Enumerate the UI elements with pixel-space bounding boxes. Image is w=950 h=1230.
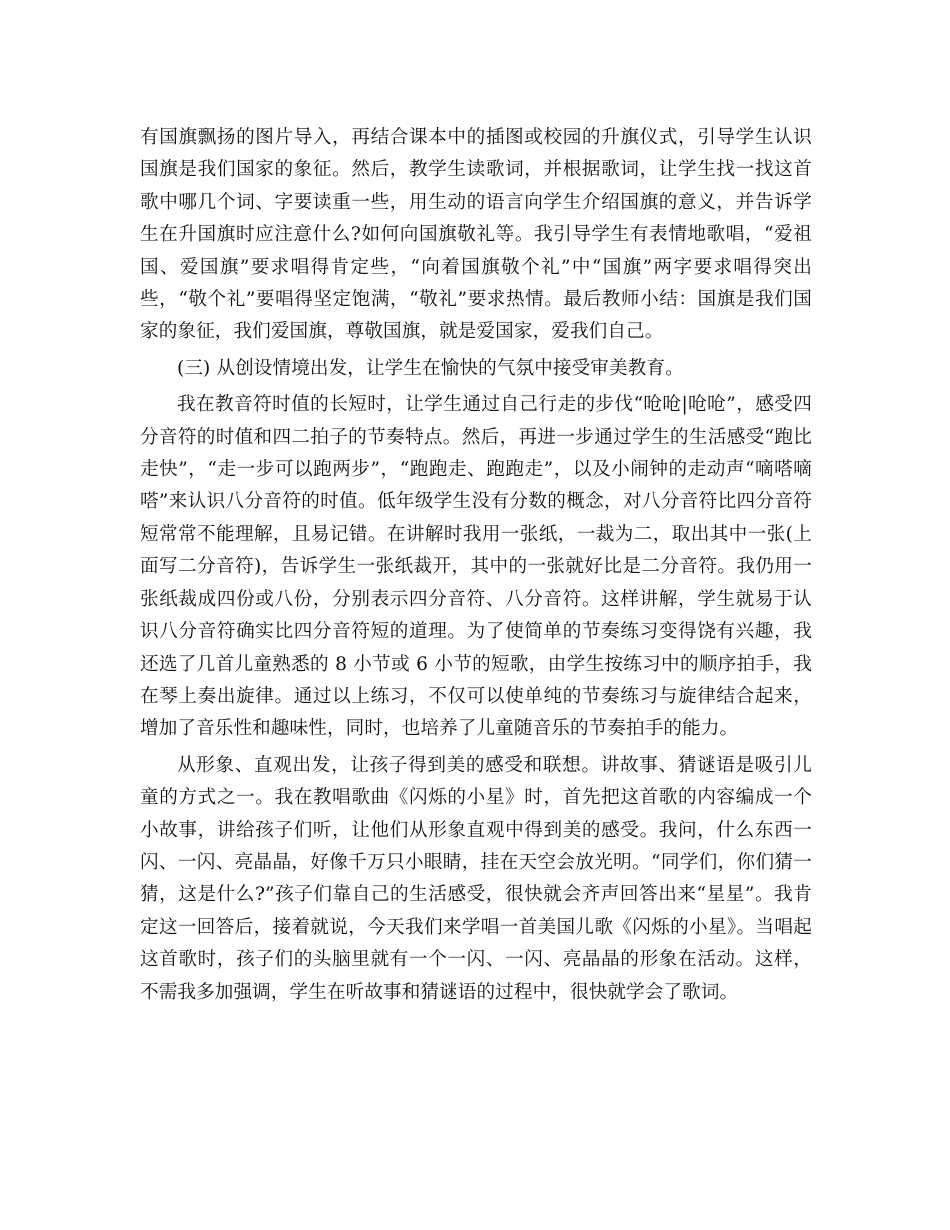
paragraph-twinkle-star: 从形象、直观出发，让孩子得到美的感受和联想。讲故事、猜谜语是吸引儿童的方式之一。我在教唱歌曲《闪烁的小星》时，首先把这首歌的内容编成一个小故事，讲给孩子们听，让他们从形象直观中得到美的感受。我问，什么东西一闪、一闪、亮晶晶，好像千万只小眼睛，挂在天空会放光明。“同学们，你们猜一猜，这是什么?”孩子们靠自己的生活感受，很快就会齐声回答出来“星星”。我肯定这一回答后，接着就说，今天我们来学唱一首美国儿歌《闪烁的小星》。当唱起这首歌时，孩子们的头脑里就有一个一闪、一闪、亮晶晶的形象在活动。这样，不需我多加强调，学生在听故事和猜谜语的过程中，很快就学会了歌词。 — [140, 754, 812, 1003]
paragraph-national-flag: 有国旗飘扬的图片导入，再结合课本中的插图或校园的升旗仪式，引导学生认识国旗是我们国家的象征。然后，教学生读歌词，并根据歌词，让学生找一找这首歌中哪几个词、字要读重一些，用生动的语言向学生介绍国旗的意义，并告诉学生在升国旗时应注意什么?如何向国旗敬礼等。我引导学生有表情地歌唱，“爱祖国、爱国旗”要求唱得肯定些，“向着国旗敬个礼”中“国旗”两字要求唱得突出些，“敬个礼”要唱得坚定饱满，“敬礼”要求热情。最后教师小结：国旗是我们国家的象征，我们爱国旗，尊敬国旗，就是爱国家，爱我们自己。 — [140, 127, 812, 343]
paragraph-note-values: 我在教音符时值的长短时，让学生通过自己行走的步伐“呛呛|呛呛”，感受四分音符的时值和四二拍子的节奏特点。然后，再进一步通过学生的生活感受“跑比走快”，“走一步可以跑两步”，“跑跑走、跑跑走”，以及小闹钟的走动声“嘀嗒嘀嗒”来认识八分音符的时值。低年级学生没有分数的概念，对八分音符比四分音符短常常不能理解，且易记错。在讲解时我用一张纸，一裁为二，取出其中一张(上面写二分音符)，告诉学生一张纸裁开，其中的一张就好比是二分音符。我仍用一张纸裁成四份或八份，分别表示四分音符、八分音符。这样讲解，学生就易于认识八分音符确实比四分音符短的道理。为了使简单的节奏练习变得饶有兴趣，我还选了几首儿童熟悉的 8 小节或 6 小节的短歌，由学生按练习中的顺序拍手，我在琴上奏出旋律。通过以上练习，不仅可以使单纯的节奏练习与旋律结合起来，增加了音乐性和趣味性，同时，也培养了儿童随音乐的节奏拍手的能力。 — [140, 394, 812, 740]
section-heading-three: (三) 从创设情境出发，让学生在愉快的气氛中接受审美教育。 — [177, 357, 684, 379]
document-body — [140, 122, 812, 1009]
